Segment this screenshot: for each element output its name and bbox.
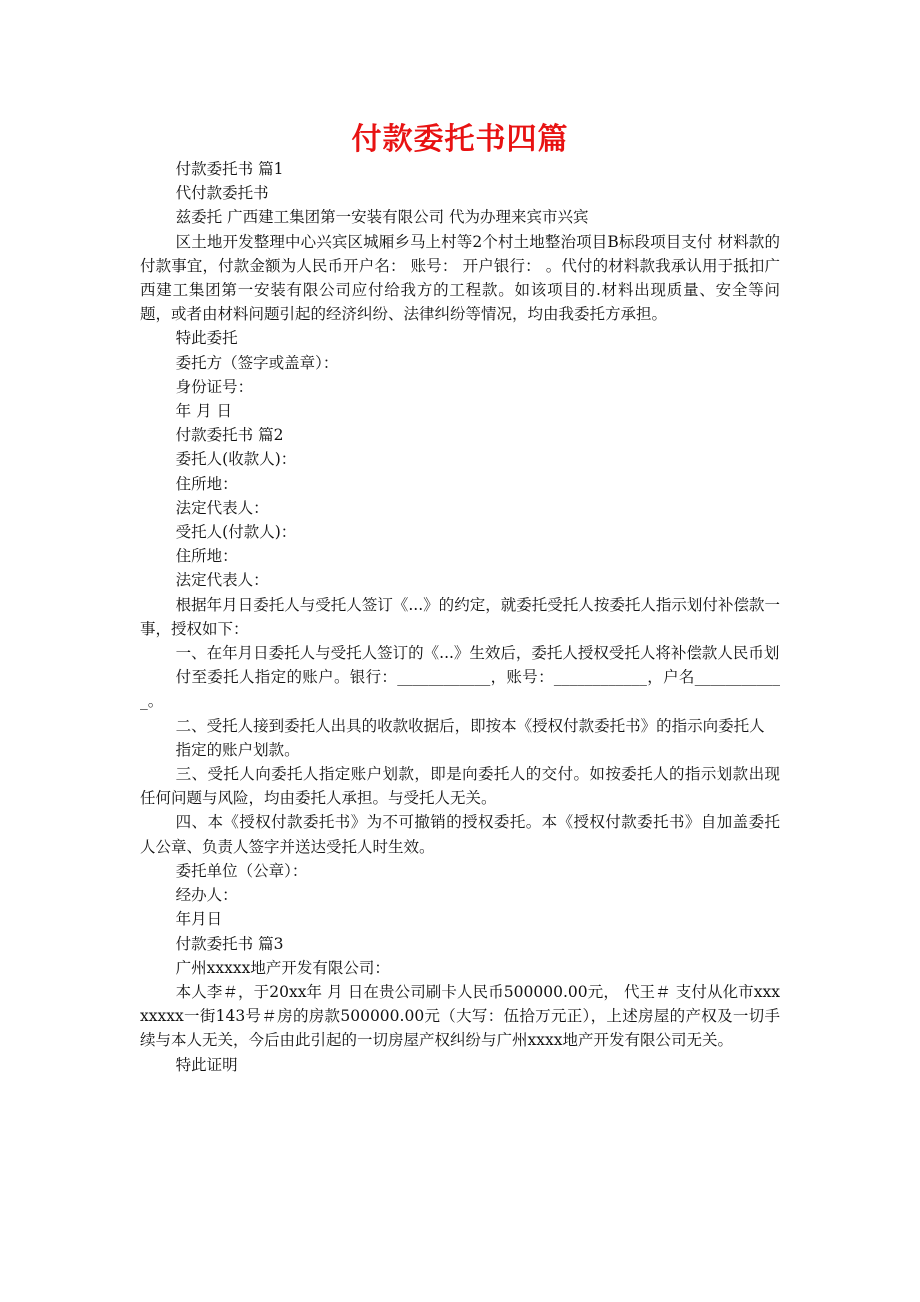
paragraph: 身份证号： <box>175 377 254 396</box>
paragraph: 住所地： <box>175 474 238 493</box>
paragraph: 特此证明 <box>175 1055 238 1074</box>
paragraph: 特此委托 <box>175 329 238 348</box>
paragraph: 付至委托人指定的账户。银行：____________，账号：____________，户名____________。 <box>140 668 780 711</box>
paragraph: 受托人(付款人)： <box>175 523 297 542</box>
paragraph: 委托人(收款人)： <box>175 450 297 469</box>
paragraph: 住所地： <box>175 547 238 566</box>
paragraph: 本人李＃，于20xx年 月 日在贵公司刷卡人民币500000.00元， 代王＃ 支付从化市xxxxxxxx一街143号＃房的房款500000.00元（大写：伍拾万元正），上述房屋的产权及一切手续与本人无关，今后由此引起的一切房屋产权纠纷与广州xxxx地产开发有限公司无关。 <box>140 982 780 1050</box>
paragraph: 委托方（签字或盖章）： <box>175 353 339 372</box>
paragraph: 区土地开发整理中心兴宾区城厢乡马上村等2个村土地整治项目B标段项目支付 材料款的付款事宜，付款金额为人民币开户名： 账号： 开户银行： 。代付的材料款我承认用于抵扣广西建工集团第一安装有限公司应付给我方的工程款。如该项目的.材料出现质量、安全等问题，或者由材料问题引起的经济纠纷、法律纠纷等情况，均由我委托方承担。 <box>140 232 780 324</box>
paragraph: 广州xxxxx地产开发有限公司： <box>175 958 390 977</box>
paragraph: 根据年月日委托人与受托人签订《...》的约定，就委托受托人按委托人指示划付补偿款一事，授权如下： <box>140 595 780 638</box>
paragraph: 一、在年月日委托人与受托人签订的《...》生效后，委托人授权受托人将补偿款人民币划 <box>175 644 780 663</box>
document-body <box>140 157 780 1077</box>
paragraph: 兹委托 广西建工集团第一安装有限公司 代为办理来宾市兴宾 <box>175 208 589 227</box>
paragraph: 四、本《授权付款委托书》为不可撤销的授权委托。本《授权付款委托书》自加盖委托人公章、负责人签字并送达受托人时生效。 <box>140 813 780 856</box>
paragraph: 委托单位（公章）： <box>175 861 308 880</box>
paragraph: 法定代表人： <box>175 571 269 590</box>
paragraph: 年 月 日 <box>175 402 232 421</box>
paragraph: 二、受托人接到委托人出具的收款收据后，即按本《授权付款委托书》的指示向委托人 <box>175 716 765 735</box>
paragraph: 付款委托书 篇2 <box>175 426 284 445</box>
paragraph: 经办人： <box>175 886 238 905</box>
paragraph: 年月日 <box>175 910 223 929</box>
paragraph: 付款委托书 篇3 <box>175 934 284 953</box>
paragraph: 代付款委托书 <box>175 184 269 203</box>
paragraph: 付款委托书 篇1 <box>175 160 284 178</box>
paragraph: 法定代表人： <box>175 498 269 517</box>
paragraph: 三、受托人向委托人指定账户划款，即是向委托人的交付。如按委托人的指示划款出现任何问题与风险，均由委托人承担。与受托人无关。 <box>140 765 780 808</box>
paragraph: 指定的账户划款。 <box>175 740 300 759</box>
document-title: 付款委托书四篇 <box>351 122 569 157</box>
